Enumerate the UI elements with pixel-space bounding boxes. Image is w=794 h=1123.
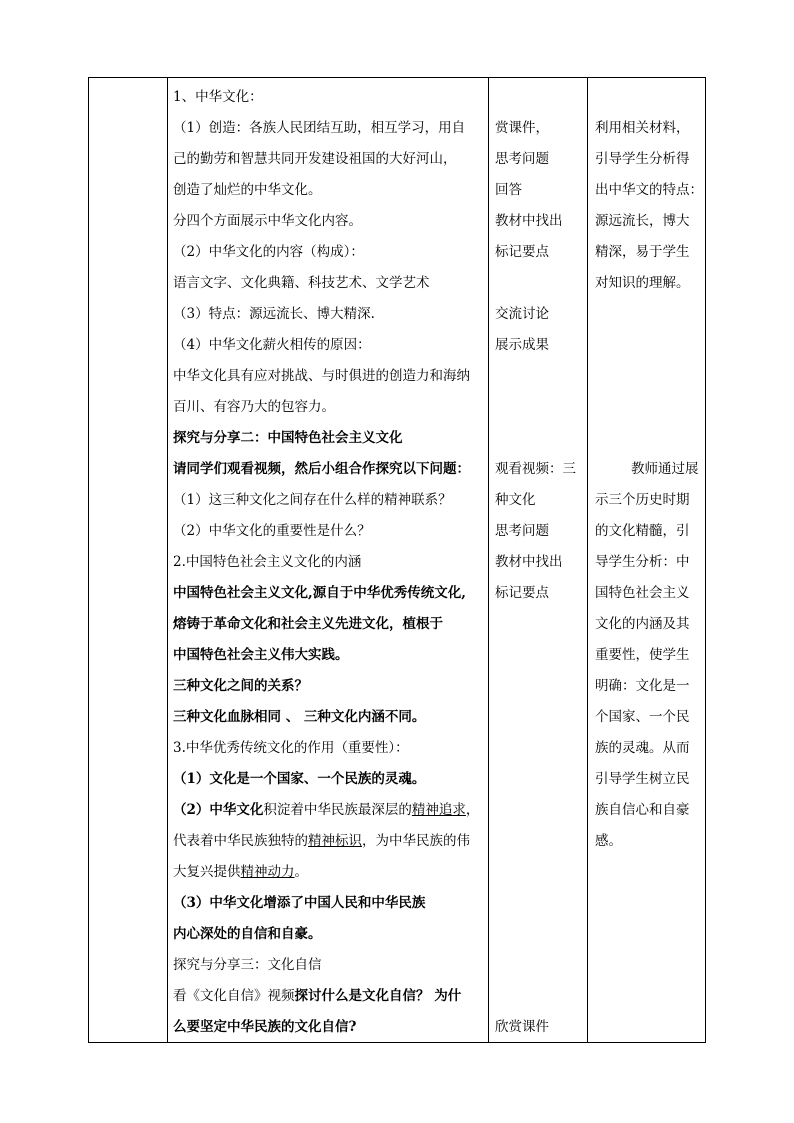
content-line [173,981,485,1012]
content-line: 分四个方面展示中华文化内容。 [173,213,362,229]
question-line: （2）中华文化的重要性是什么？ [173,523,371,539]
content-line: 三种文化之间的关系？ [173,678,308,694]
text-run: 探讨什么是文化自信？ 为什 [294,988,462,1004]
column-divider [167,77,168,1043]
spacer [595,361,703,392]
design-intent-column [595,82,703,857]
intent-line: 导学生分析：中 [595,554,690,570]
activity-line: 回答 [495,182,522,198]
section-heading: 探究与分享三：文化自信 [173,957,322,973]
content-line: 语言文字、文化典籍、科技艺术、文学艺术 [173,275,430,291]
teaching-content-column [173,82,485,1043]
intent-line: 的文化精髓，引 [595,523,690,539]
content-line: 百川、有容乃大的包容力。 [173,399,335,415]
activity-line: 赏课件， [495,120,549,136]
section-heading: 探究与分享二：中国特色社会主义文化 [173,430,403,446]
activity-line: 交流讨论 [495,306,549,322]
content-line: 么要坚定中华民族的文化自信? [173,1019,357,1035]
content-line: 己的勤劳和智慧共同开发建设祖国的大好河山， [173,151,457,167]
activity-line: 标记要点 [495,244,549,260]
intent-line: 文化的内涵及其 [595,616,690,632]
intent-line: 利用相关材料， [595,120,690,136]
intent-line: 引导学生分析得 [595,151,690,167]
intent-line: 精深，易于学生 [595,244,690,260]
content-line: 2.中国特色社会主义文化的内涵 [173,554,362,570]
text-run: 精神追求 [411,802,466,818]
intent-line: 示三个历史时期 [595,492,690,508]
spacer [595,330,703,361]
intent-line: 族的灵魂。从而 [595,740,690,756]
content-line: （3）特点：源远流长、博大精深. [173,306,375,322]
text-run: 看《文化自信》视频 [173,988,295,1004]
intent-line: 个国家、一个民 [595,709,690,725]
activity-line: 欣赏课件 [495,1019,549,1035]
text-run: 。 [294,864,308,880]
text-run: ，为中华民族的伟 [362,833,470,849]
student-activity-column [495,82,585,1035]
intent-line: 教师通过展 [631,461,699,477]
spacer [495,268,585,299]
spacer [595,392,703,423]
text-run: 代表着中华民族独特的 [173,833,308,849]
text-run: 大复兴提供 [173,864,241,880]
content-line [173,795,485,826]
spacer [495,392,585,423]
column-divider [488,77,489,1043]
text-run: 精神动力 [240,864,295,880]
content-line [173,857,485,888]
content-line: 请同学们观看视频，然后小组合作探究以下问题： [173,461,470,477]
activity-line: 标记要点 [495,585,549,601]
content-line: 3.中华优秀传统文化的作用（重要性）： [173,740,409,756]
text-run: 积淀着中华民族最深层的 [263,802,412,818]
content-line: 三种文化血脉相同 、 三种文化内涵不同。 [173,709,426,725]
activity-line: 教材中找出 [495,213,563,229]
activity-line: 种文化 [495,492,536,508]
activity-line: 思考问题 [495,523,549,539]
spacer [495,423,585,454]
intent-line: 明确：文化是一 [595,678,690,694]
content-line: 中国特色社会主义文化,源自于中华优秀传统文化, [173,585,466,601]
text-run: （2）中华文化 [173,802,264,818]
activity-line: 思考问题 [495,151,549,167]
content-line: （1）文化是一个国家、一个民族的灵魂。 [173,771,426,787]
intent-line: 对知识的理解。 [595,275,690,291]
activity-line: 观看视频：三 [495,461,576,477]
content-line: （3）中华文化增添了中国人民和中华民族 [173,895,426,911]
text-run: 精神标识 [308,833,362,849]
content-line [173,826,485,857]
content-line: 1、中华文化： [173,89,263,105]
spacer [595,423,703,454]
spacer [595,299,703,330]
intent-line: 感。 [595,833,622,849]
spacer [595,82,703,113]
intent-line: 国特色社会主义 [595,585,690,601]
activity-line: 教材中找出 [495,554,563,570]
spacer [495,361,585,392]
content-line: （4）中华文化薪火相传的原因： [173,337,371,353]
intent-line: 族自信心和自豪 [595,802,690,818]
content-line: 中华文化具有应对挑战、与时俱进的创造力和海纳 [173,368,470,384]
spacer [495,82,585,113]
question-line: （1）这三种文化之间存在什么样的精神联系？ [173,492,452,508]
content-line: （2）中华文化的内容（构成）： [173,244,364,260]
intent-line: 源远流长，博大 [595,213,690,229]
content-line: 创造了灿烂的中华文化。 [173,182,322,198]
text-run: ， [465,802,480,818]
intent-line: 重要性，使学生 [595,647,690,663]
intent-line: 出中华文的特点： [595,182,703,198]
activity-line: 展示成果 [495,337,549,353]
content-line: （1）创造：各族人民团结互助，相互学习，用自 [173,120,466,136]
content-line: 熔铸于革命文化和社会主义先进文化，植根于 [173,616,443,632]
intent-line: 引导学生树立民 [595,771,690,787]
column-divider [587,77,588,1043]
content-line: 内心深处的自信和自豪。 [173,926,322,942]
content-line: 中国特色社会主义伟大实践。 [173,647,349,663]
